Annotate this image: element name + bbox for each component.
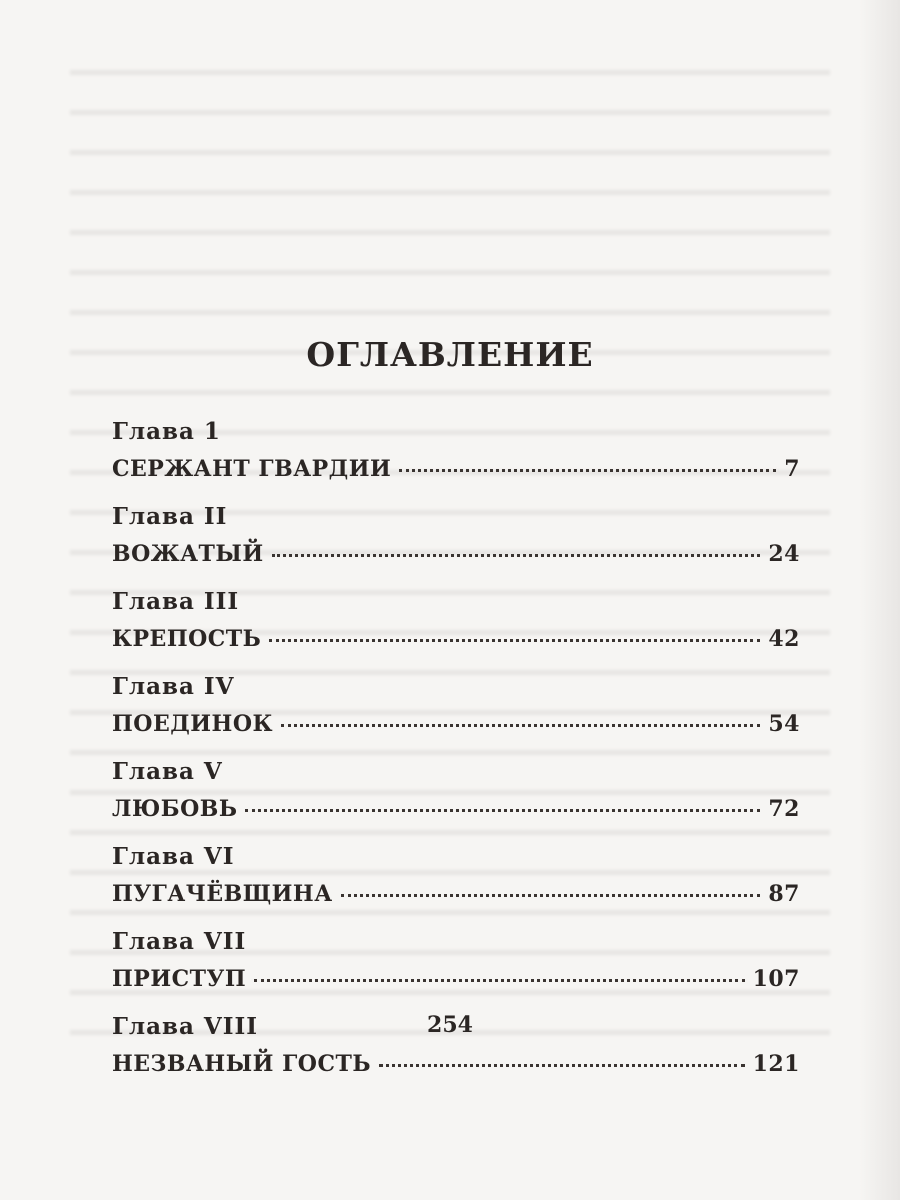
toc-entry[interactable]	[112, 588, 800, 673]
table-of-contents	[112, 418, 800, 1098]
toc-entry[interactable]	[112, 418, 800, 503]
chapter-title: СЕРЖАНТ ГВАРДИИ	[112, 456, 392, 482]
dot-leader	[272, 553, 761, 557]
chapter-label: Глава 1	[112, 418, 221, 445]
chapter-page-number: 72	[768, 796, 800, 822]
chapter-label: Глава VII	[112, 928, 247, 955]
chapter-label: Глава V	[112, 758, 223, 785]
toc-entry[interactable]	[112, 843, 800, 928]
chapter-page-number: 121	[752, 1051, 800, 1077]
chapter-title: ЛЮБОВЬ	[112, 796, 238, 822]
dot-leader	[245, 808, 760, 812]
dot-leader	[281, 723, 760, 727]
chapter-page-number: 87	[768, 881, 800, 907]
chapter-title: ВОЖАТЫЙ	[112, 541, 264, 567]
chapter-title: НЕЗВАНЫЙ ГОСТЬ	[112, 1051, 371, 1077]
chapter-page-number: 7	[784, 456, 800, 482]
toc-title: ОГЛАВЛЕНИЕ	[306, 335, 594, 374]
toc-entry[interactable]	[112, 758, 800, 843]
toc-entry[interactable]	[112, 503, 800, 588]
chapter-title: КРЕПОСТЬ	[112, 626, 262, 652]
chapter-label: Глава IV	[112, 673, 235, 700]
dot-leader	[399, 468, 776, 472]
chapter-line	[112, 881, 800, 907]
chapter-line	[112, 966, 800, 992]
chapter-line	[112, 626, 800, 652]
chapter-label: Глава III	[112, 588, 240, 615]
toc-entry[interactable]	[112, 928, 800, 1013]
dot-leader	[269, 638, 760, 642]
chapter-title: ПУГАЧЁВЩИНА	[112, 881, 333, 907]
chapter-page-number: 42	[768, 626, 800, 652]
chapter-page-number: 107	[752, 966, 800, 992]
chapter-line	[112, 541, 800, 567]
dot-leader	[254, 978, 744, 982]
chapter-page-number: 24	[768, 541, 800, 567]
chapter-page-number: 54	[768, 711, 800, 737]
toc-entry[interactable]	[112, 673, 800, 758]
chapter-line	[112, 796, 800, 822]
chapter-label: Глава VIII	[112, 1013, 259, 1040]
chapter-label: Глава II	[112, 503, 228, 530]
chapter-title: ПРИСТУП	[112, 966, 247, 992]
chapter-line	[112, 456, 800, 482]
dot-leader	[341, 893, 761, 897]
chapter-line	[112, 711, 800, 737]
chapter-line	[112, 1051, 800, 1077]
dot-leader	[379, 1063, 745, 1067]
chapter-title: ПОЕДИНОК	[112, 711, 274, 737]
page-number: 254	[427, 1012, 473, 1038]
chapter-label: Глава VI	[112, 843, 235, 870]
